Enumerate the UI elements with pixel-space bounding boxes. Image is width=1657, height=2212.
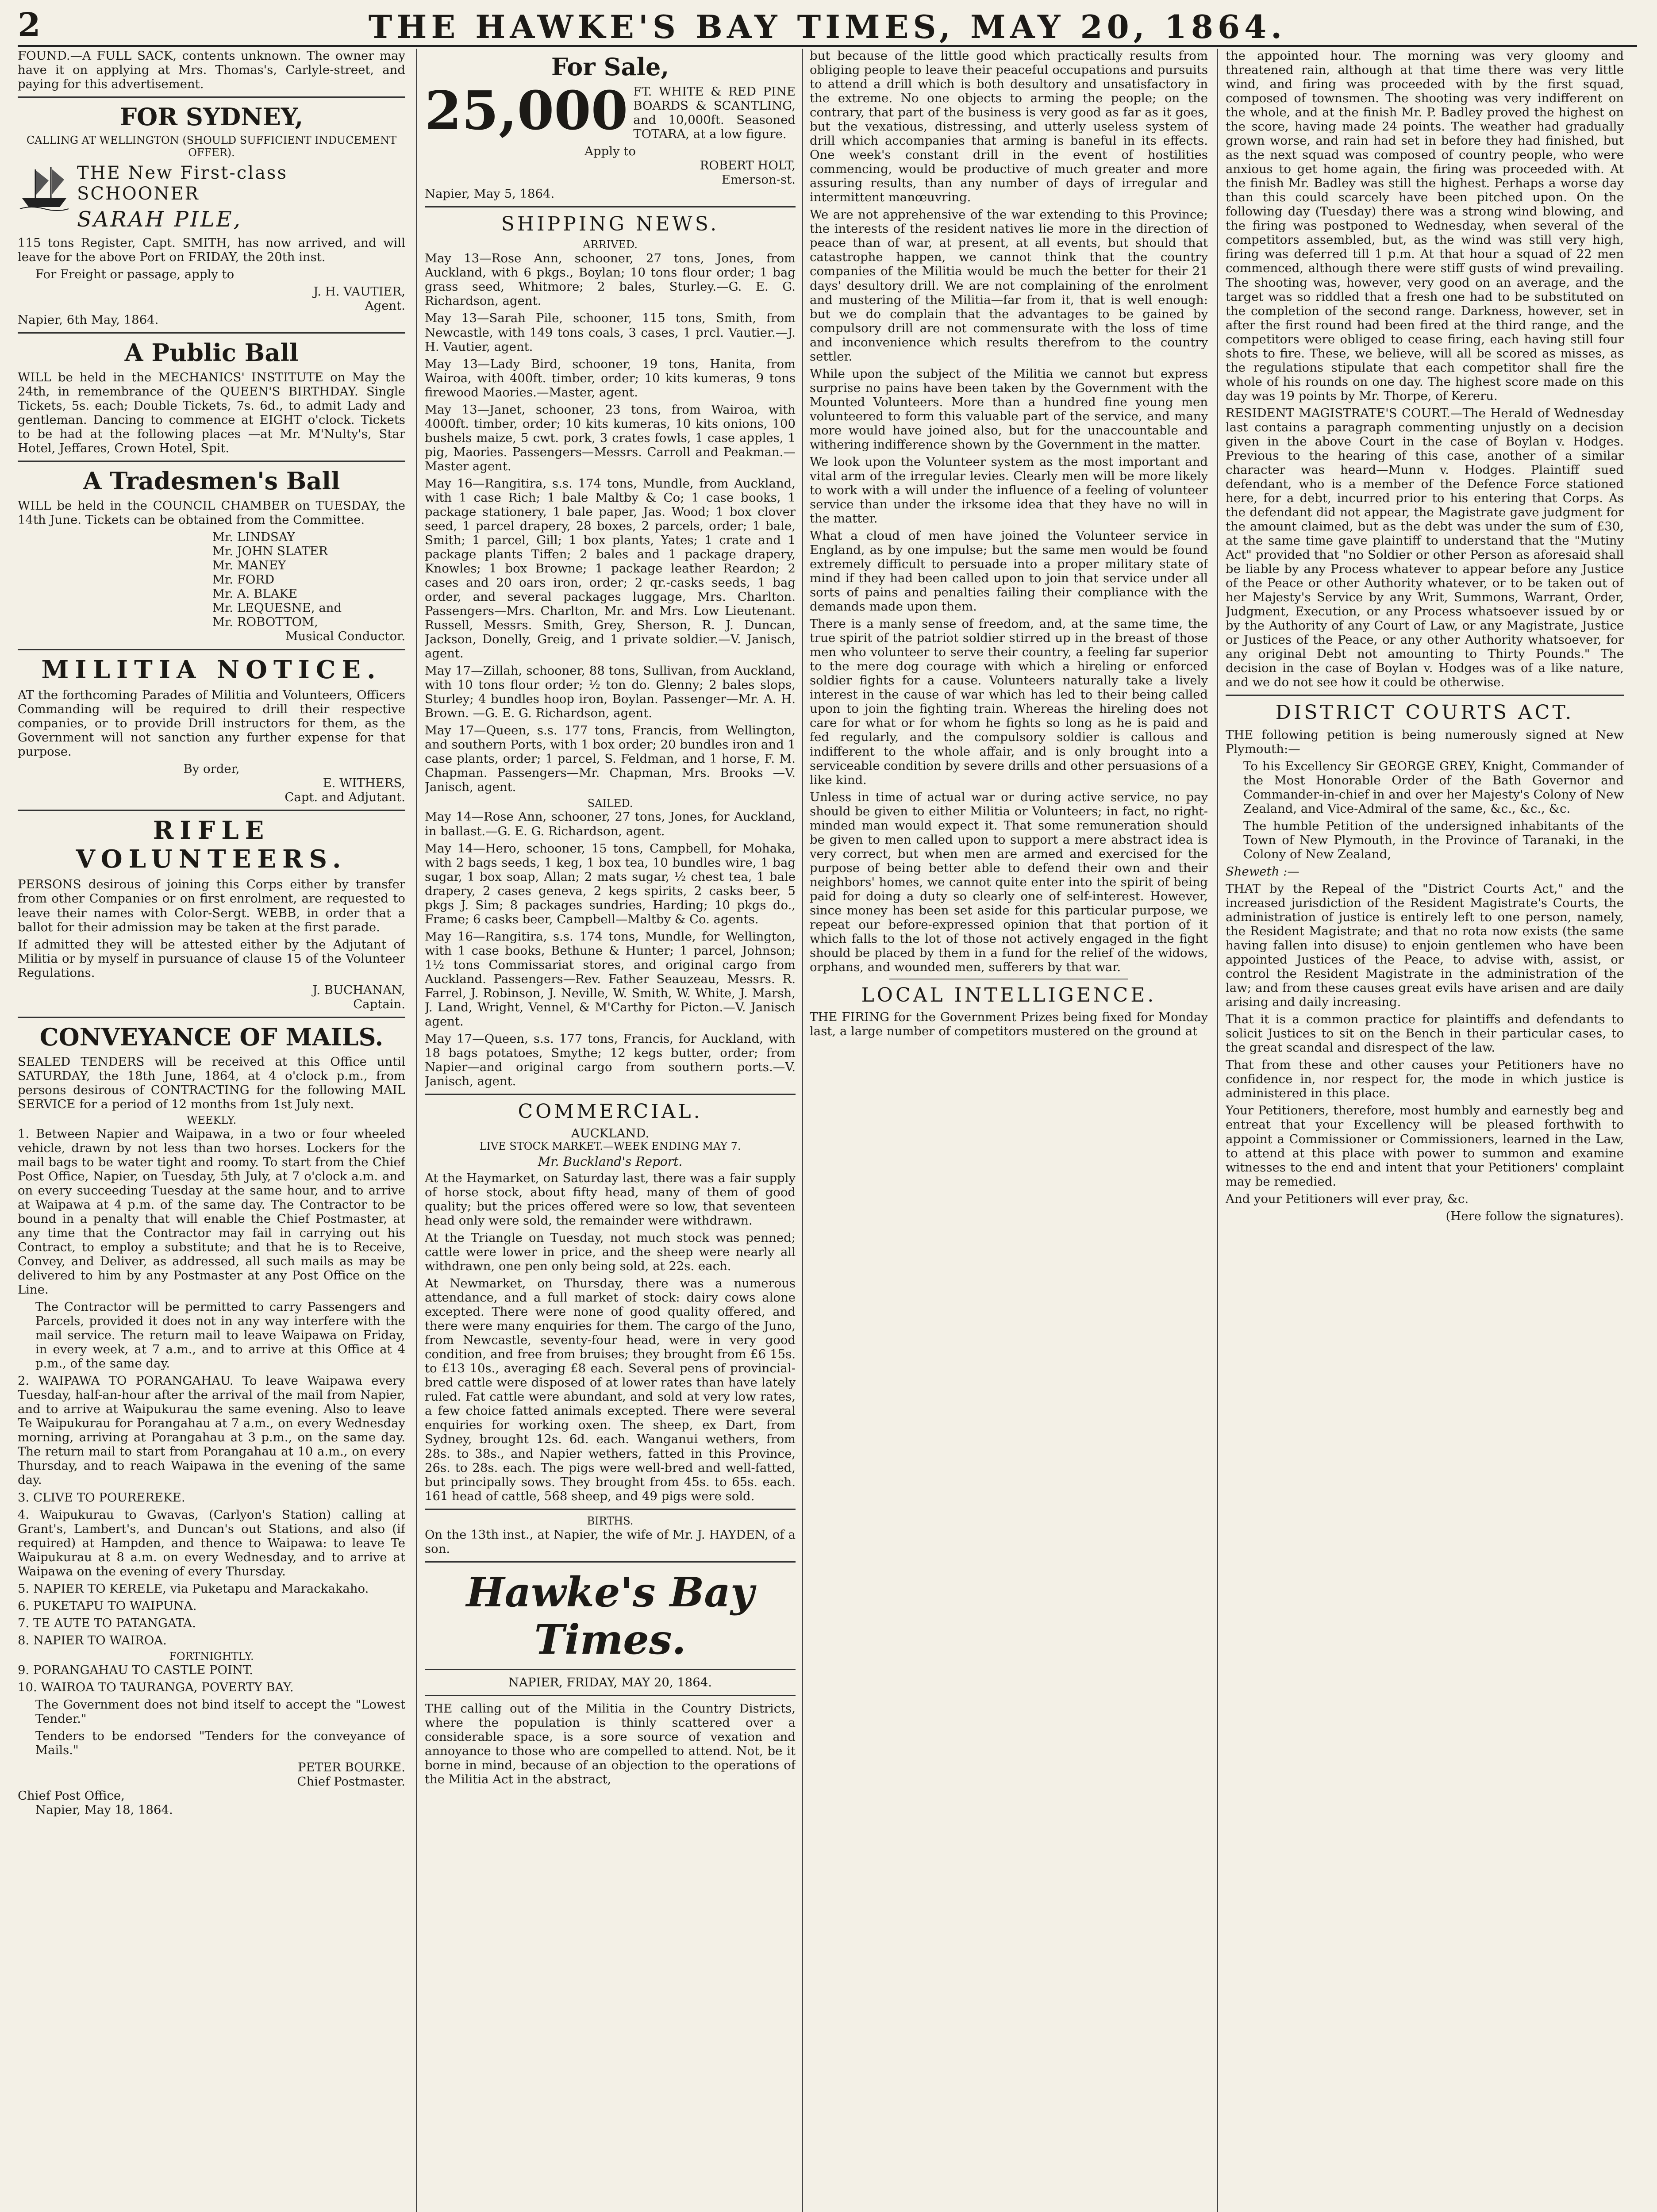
weekly-label: WEEKLY.	[186, 1114, 237, 1126]
mail-item: The Contractor will be permitted to carry Passengers and Parcels, provided it does not in any way interfere with the mail service. The return mail to leave Waipawa on Friday, in every week, at 7 a.m., and to arrive at this Office at 4 p.m., of the same day.	[35, 1300, 405, 1371]
rifle-body-1: PERSONS desirous of joining this Corps either by transfer from other Companies or on first enrolment, are requested to leave their names with Color-Sergt. WEBB, in order that a ballot for their admission may be taken at the first parade.	[18, 877, 405, 934]
ball-body: WILL be held in the MECHANICS' INSTITUTE on May the 24th, in remembrance of the QUEEN'S BIRTHDAY. Single Tickets, 5s. each; Double Tickets, 7s. 6d., to admit Lady and gentleman. Dancing to commence at EIGHT o'clock. Tickets to be had at the following places —at Mr. M'Nulty's, Star Hotel, Jeffares, Crown Hotel, Spit.	[18, 370, 405, 456]
mails-body: SEALED TENDERS will be received at this Office until SATURDAY, the 18th June, 1864, at 4 o'clock p.m., from persons desirous of CONTRACTING for the following MAIL SERVICE for a period of 12 months from 1st July next.	[18, 1054, 405, 1111]
district-para: Your Petitioners, therefore, most humbly and earnestly beg and entreat that your Excellency will be pleased forthwith to appoint a Commissioner or Commissioners, learned in the Law, to attend at this place with power to summon and examine witnesses to the end and intent that your Petitioners' complaint may be remedied.	[1226, 1103, 1624, 1189]
sydney-agent: J. H. VAUTIER,	[313, 284, 405, 299]
district-closing: (Here follow the signatures).	[1446, 1209, 1624, 1223]
arrival-entry: May 17—Queen, s.s. 177 tons, Francis, from Wellington, and southern Ports, with 1 box order; 20 bundles iron and 1 case plants, order; 1 parcel, S. Feldman, and 1 horse, F. M. Chapman. Passengers—Mr. Chapman, Mrs. Brooks —V. Janisch, agent.	[425, 723, 796, 795]
district-address: To his Excellency Sir GEORGE GREY, Knight, Commander of the Most Honorable Order of the Bath Governor and Commander-in-chief in and over her Majesty's Colony of New Zealand, and Vice-Admiral of the same, &c., &c., &c.	[1243, 759, 1624, 816]
militia-heading: MILITIA NOTICE.	[41, 655, 382, 684]
divider	[425, 1561, 796, 1563]
sydney-freight: For Freight or passage, apply to	[35, 267, 235, 282]
divider	[1226, 695, 1624, 696]
commercial-heading: COMMERCIAL.	[518, 1100, 703, 1123]
committee-member: Mr. LEQUESNE, and	[212, 601, 342, 615]
ship-intro: THE New First-class SCHOONER	[77, 162, 288, 204]
divider	[18, 332, 405, 334]
court-para: RESIDENT MAGISTRATE'S COURT.—The Herald of Wednesday last contains a paragraph commenting unjustly on a decision given in the above Court in the case of Boylan v. Hodges. Previous to the hearing of this case, another of a similar character was heard—Munn v. Hodges. Plaintiff sued defendant, who is a member of the Defence Force stationed here, for a debt, incurred prior to his entering that Corps. As the defendant did not appear, the Magistrate gave judgment for the amount claimed, but as the debt was under the sum of £30, at the same time gave plaintiff to understand that the "Mutiny Act" provided that "no Soldier or other Person as aforesaid shall be liable by any Process whatever to appear before any Justice of the Peace or other Authority whatever, or to be taken out of her Majesty's Service by any Writ, Summons, Warrant, Order, Judgment, Execution, or any Process whatsoever issued by or by the Authority of any Court of Law, or any Magistrate, Justice or Justices of the Peace, or any other Authority whatsoever, for any original Debt not amounting to Thirty Pounds." The decision in the case of Boylan v. Hodges was of a like nature, and we do not see how it could be otherwise.	[1226, 406, 1624, 690]
ship-name: SARAH PILE,	[77, 207, 242, 232]
commercial-market: LIVE STOCK MARKET.—WEEK ENDING MAY 7.	[479, 1140, 741, 1153]
shipping-heading: SHIPPING NEWS.	[501, 213, 719, 236]
mail-item: 9. PORANGAHAU TO CASTLE POINT.	[18, 1663, 254, 1677]
district-para: That it is a common practice for plaintiffs and defendants to solicit Justices to sit on the Bench in their particular cases, to the great scandal and disrespect of the law.	[1226, 1012, 1624, 1055]
dateline: NAPIER, FRIDAY, MAY 20, 1864.	[508, 1675, 712, 1690]
district-heading: DISTRICT COURTS ACT.	[1275, 701, 1574, 724]
arrival-entry: May 13—Janet, schooner, 23 tons, from Wairoa, with 4000ft. timber, order; 10 kits kumeras, 10 kits onions, 100 bushels maize, 5 cwt. pork, 3 crates fowls, 1 case apples, 1 pig, Maories. Passengers—Messrs. Carroll and Peakman.—Master agent.	[425, 402, 796, 473]
sydney-body: 115 tons Register, Capt. SMITH, has now arrived, and will leave for the above Port on FRIDAY, the 20th inst.	[18, 236, 405, 265]
committee-list	[18, 530, 405, 629]
arrival-entry: May 13—Sarah Pile, schooner, 115 tons, Smith, from Newcastle, with 149 tons coals, 3 cases, 1 prcl. Vautier.—J. H. Vautier, agent.	[425, 311, 796, 354]
rifle-body-2: If admitted they will be attested either by the Adjutant of Militia or by myself in pursuance of clause 15 of the Volunteer Regulations.	[18, 937, 405, 980]
leader-para: While upon the subject of the Militia we cannot but express surprise no pains have been taken by the Government with the Mounted Volunteers. More than a hundred fine young men volunteered to form this valuable part of the service, and many more would have joined also, but for the unaccountable and withering indifference shown by the Government in the matter.	[810, 366, 1208, 452]
militia-signer: E. WITHERS,	[323, 776, 405, 790]
rifle-heading: RIFLE VOLUNTEERS.	[76, 815, 347, 874]
rifle-signer: J. BUCHANAN,	[312, 983, 405, 997]
commercial-para: At the Haymarket, on Saturday last, there was a fair supply of horse stock, about fifty head, many of them of good quality; but the prices offered were so low, that seventeen head only were sold, the remainder were withdrawn.	[425, 1171, 796, 1228]
mails-date: Napier, May 18, 1864.	[35, 1803, 173, 1817]
divider	[18, 461, 405, 462]
ship-block	[18, 163, 405, 232]
forsale-heading: For Sale,	[551, 53, 669, 81]
committee-member: Mr. MANEY	[212, 558, 286, 573]
column-rule	[802, 49, 803, 2212]
commercial-para: At Newmarket, on Thursday, there was a numerous attendance, and a full market of stock: dairy cows alone excepted. There were none of good quality offered, and there were many enquiries for them. The cargo of the Juno, from Newcastle, seventy-four head, were in very good condition, and free from bruises; they brought from £6 15s. to £13 10s., averaging £8 each. Several pens of provincial-bred cattle were disposed of at lower rates than have lately ruled. Fat cattle were abundant, and sold at very low rates, a few choice fatted animals excepted. There were several enquiries for working oxen. The sheep, ex Dart, from Sydney, brought 12s. 6d. each. Wanganui wethers, from 28s. to 38s., and Napier wethers, fatted in this Province, 26s. to 28s. each. The pigs were well-bred and well-fatted, but principally sows. They brought from 45s. to 65s. each. 161 head of cattle, 568 sheep, and 49 pigs were sold.	[425, 1276, 796, 1503]
divider	[425, 1509, 796, 1510]
committee-member: Mr. JOHN SLATER	[212, 544, 328, 559]
sydney-agent-title: Agent.	[365, 299, 405, 313]
mail-item: 3. CLIVE TO POUREREKE.	[18, 1490, 185, 1505]
departure-entry: May 17—Queen, s.s. 177 tons, Francis, for Auckland, with 18 bags potatoes, Smythe; 12 kegs butter, order; from Napier—and original cargo from southern ports.—V. Janisch, agent.	[425, 1031, 796, 1089]
sydney-advert	[18, 103, 405, 327]
divider	[18, 810, 405, 811]
divider	[425, 1695, 796, 1696]
district-para: That from these and other causes your Petitioners have no confidence in, nor respect for, the mode in which justice is administered in this place.	[1226, 1058, 1624, 1101]
committee-member: Mr. FORD	[212, 572, 275, 587]
leader-start: THE calling out of the Militia in the Country Districts, where the population is thinly scattered over a considerable space, is a sore source of vexation and annoyance to those who are compelled to attend. Not, be it borne in mind, because of an objection to the operations of the Militia Act in the abstract,	[425, 1701, 796, 1787]
paper-nameplate: Hawke's Bay Times.	[466, 1568, 754, 1663]
mail-item: 8. NAPIER TO WAIROA.	[18, 1633, 167, 1647]
column-3	[810, 49, 1208, 2212]
arrival-entry: May 16—Rangitira, s.s. 174 tons, Mundle, from Auckland, with 1 case Rich; 1 bale Maltby & Co; 1 case books, 1 package stationery, 1 bale paper, Jas. Wood; 1 box clover seed, 1 parcel drapery, 28 boxes, 2 parcels, order; 1 bale, Smith; 1 parcel, Gill; 1 box plants, Yates; 1 crate and 1 package plants Tiffen; 2 bales and 1 package drapery, Knowles; 1 box Browne; 1 package leather Reardon; 2 cases and 20 oars iron, order; 2 qr.-casks seeds, 1 bag order, and several packages luggage, Mrs. Charlton. Passengers—Mrs. Charlton, Mr. and Mrs. Low Lieutenant. Russell, Messrs. Smith, Grey, Sherson, R. J. Duncan, Jackson, Donelly, Greig, and 1 private soldier.—V. Janisch, agent.	[425, 476, 796, 661]
mail-item: 4. Waipukurau to Gwavas, (Carlyon's Station) calling at Grant's, Lambert's, and Duncan's out Stations, and also (if required) at Hampden, and thence to Waipawa: to leave Te Waipukurau at 8 a.m. on every Wednesday, and to arrive at Waipawa on the evening of every Thursday.	[18, 1507, 405, 1578]
leader-para: Unless in time of actual war or during active service, no pay should be given to either Militia or Volunteers; in fact, no right-minded man would expect it. That some remuneration should be given to men called upon to support a mere abstract idea is very correct, but when men are armed and exercised for the purpose of being better able to defend their own and their neighbors' homes, we cannot quite enter into the spirit of being paid for doing a duty so clearly one of self-interest. However, since money has been set aside for this particular purpose, we repeat our before-expressed opinion that that portion of it which falls to the lot of those not actively engaged in the fight should be placed by them in a fund for the relief of the widows, orphans, and wounded men, sufferers by that war.	[810, 790, 1208, 974]
mail-item: 1. Between Napier and Waipawa, in a two or four wheeled vehicle, drawn by not less than two horses. Lockers for the mail bags to be water tight and roomy. To start from the Chief Post Office, Napier, on Tuesday, 5th July, at 7 o'clock a.m. and on every succeeding Tuesday at the same hour, and to arrive at Waipawa at 4 p.m. of the same day. The Contractor to be bound in a penalty that will enable the Chief Postmaster, at any time that the Contractor may fail in carrying out his Contract, to employ a substitute; and that he is to Receive, Convey, and Deliver, as addressed, all such mails as may be delivered to him by any Postmaster at any Post Office on the Line.	[18, 1126, 405, 1297]
column-4	[1226, 49, 1624, 2212]
births-heading: BIRTHS.	[587, 1514, 634, 1527]
column-2	[425, 49, 796, 2212]
forsale-addr: Emerson-st.	[721, 173, 796, 187]
forsale-block	[425, 84, 796, 144]
district-petition: The humble Petition of the undersigned inhabitants of the Town of New Plymouth, in the Province of Taranaki, in the Colony of New Zealand,	[1243, 818, 1624, 861]
militia-body: AT the forthcoming Parades of Militia and Volunteers, Officers Commanding will be required to drill their respective companies, or to provide Drill instructors for them, as the Government will not sanction any further expense for that purpose.	[18, 687, 405, 759]
mail-item: 10. WAIROA TO TAURANGA, POVERTY BAY.	[18, 1680, 294, 1694]
forsale-digits: 25,000	[425, 84, 628, 142]
mails-signer-title: Chief Postmaster.	[297, 1774, 405, 1789]
divider	[18, 96, 405, 98]
tradesmen-body: WILL be held in the COUNCIL CHAMBER on TUESDAY, the 14th June. Tickets can be obtained from the Committee.	[18, 499, 405, 527]
column-1	[18, 49, 405, 2212]
divider	[18, 1017, 405, 1018]
forsale-name: ROBERT HOLT,	[700, 158, 796, 173]
fortnightly-label: FORTNIGHTLY.	[169, 1650, 254, 1663]
local-heading: LOCAL INTELLIGENCE.	[861, 984, 1157, 1006]
mails-footer: Tenders to be endorsed "Tenders for the conveyance of Mails."	[35, 1728, 405, 1757]
district-para: And your Petitioners will ever pray, &c.	[1226, 1191, 1469, 1206]
leader-para: There is a manly sense of freedom, and, at the same time, the true spirit of the patriot soldier stirred up in the breast of those men who volunteer to serve their country, a feeling far superior to the mere dog courage with which a hireling or enforced soldier fights for a cause. Volunteers naturally take a lively interest in the cause of war which has led to their being called upon to join the fighting train. Whereas the hireling does not care for what or for whom he fights so long as he is paid and fed regularly, and the compulsory soldier is callous and indifferent to the whole affair, and is only brought into a serviceable condition by severe drills and other persuasions of a like kind.	[810, 617, 1208, 787]
mails-heading: CONVEYANCE OF MAILS.	[39, 1022, 384, 1051]
district-sheweth: Sheweth :—	[1226, 864, 1299, 879]
local-para: THE FIRING for the Government Prizes being fixed for Monday last, a large number of competitors mustered on the ground at	[810, 1010, 1208, 1039]
newspaper-title: THE HAWKE'S BAY TIMES, MAY 20, 1864.	[368, 8, 1287, 46]
arrival-entry: May 13—Rose Ann, schooner, 27 tons, Jones, from Auckland, with 6 pkgs., Boylan; 10 tons flour order; 1 bag grass seed, Whitmore; 2 bales, Sturley.—G. E. G. Richardson, agent.	[425, 251, 796, 308]
births-text: On the 13th inst., at Napier, the wife of Mr. J. HAYDEN, of a son.	[425, 1527, 796, 1556]
ship-icon	[18, 163, 71, 211]
district-intro: THE following petition is being numerously signed at New Plymouth:—	[1226, 727, 1624, 756]
page-number: 2	[18, 6, 41, 44]
divider	[18, 649, 405, 650]
committee-member: Mr. LINDSAY	[212, 530, 295, 545]
mail-item: 2. WAIPAWA TO PORANGAHAU. To leave Waipawa every Tuesday, half-an-hour after the arrival of the mail from Napier, and to arrive at Waipukurau the same evening. Also to leave Te Waipukurau for Porangahau at 7 a.m., on every Wednesday morning, arriving at Porangahau at 3 p.m., on the same day. The return mail to start from Porangahau at 10 a.m., on every Thursday, and to reach Waipawa in the evening of the same day.	[18, 1374, 405, 1487]
forsale-apply: Apply to	[584, 144, 636, 159]
sydney-sub: CALLING AT WELLINGTON (SHOULD SUFFICIENT INDUCEMENT OFFER).	[26, 134, 397, 159]
leader-para: We look upon the Volunteer system as the most important and vital arm of the irregular levies. Clearly men will be more likely to work with a will under the influence of a feeling of volunteer service than under the irksome idea that they have no will in the matter.	[810, 454, 1208, 526]
arrival-entry: May 17—Zillah, schooner, 88 tons, Sullivan, from Auckland, with 10 tons flour order; ½ ton do. Glenny; 2 bales slops, Sturley; 4 bundles hoop iron, Boylan. Passenger—Mr. A. H. Brown. —G. E. G. Richardson, agent.	[425, 664, 796, 721]
militia-by-order: By order,	[183, 761, 240, 776]
sailed-label: SAILED.	[587, 797, 633, 810]
district-para: THAT by the Repeal of the "District Courts Act," and the increased jurisdiction of the Resident Magistrate's Courts, the administration of justice is entirely left to one person, namely, the Resident Magistrate; and that no rota now exists (the same having fallen into disuse) to enjoin gentlemen who have been appointed Justices of the Peace, to advise with, assist, or control the Resident Magistrate in the administration of the law; and from these causes great evils have arisen and are daily arising and daily increasing.	[1226, 881, 1624, 1010]
sydney-date: Napier, 6th May, 1864.	[18, 313, 159, 327]
divider	[425, 1669, 796, 1670]
leader-para: but because of the little good which practically results from obliging people to leave their peaceful occupations and pursuits to attend a drill which is both desultory and unsatisfactory in the extreme. No one objects to arming the people; on the contrary, that part of the business is very good as far as it goes, but the vexatious, distressing, and utterly useless system of drill which accompanies that arming is baneful in its effects. One week's constant drill in the event of hostilities commencing, would be productive of much greater and more assuring results, than any number of days of irregular and intermittent manœuvring.	[810, 49, 1208, 205]
mails-office: Chief Post Office,	[18, 1789, 125, 1803]
mail-item: 7. TE AUTE TO PATANGATA.	[18, 1616, 196, 1630]
forsale-line: FT. WHITE & RED PINE BOARDS & SCANTLING, and 10,000ft. Seasoned TOTARA, at a low figure.	[633, 84, 796, 141]
arrival-entry: May 13—Lady Bird, schooner, 19 tons, Hanita, from Wairoa, with 400ft. timber, order; 10 kits kumeras, 9 tons firewood Maories.—Master, agent.	[425, 357, 796, 399]
militia-signer-title: Capt. and Adjutant.	[284, 790, 405, 804]
departure-entry: May 14—Rose Ann, schooner, 27 tons, Jones, for Auckland, in ballast.—G. E. G. Richardson, agent.	[425, 810, 796, 838]
arrived-label: ARRIVED.	[583, 238, 638, 251]
local-para: the appointed hour. The morning was very gloomy and threatened rain, although at that time there was very little wind, and firing was proceeded with by the first squad, composed of townsmen. The shooting was very indifferent on the whole, and at the finish Mr. P. Badley proved the highest on the score, having made 24 points. The weather had gradually grown worse, and rain had set in before they had finished, but as the next squad was composed of country people, who were anxious to get home again, the firing was proceeded with. At the finish Mr. Badley was still the highest. Perhaps a worse day than this could scarcely have been pitched upon. On the following day (Tuesday) there was a strong wind blowing, and the firing was postponed to Wednesday, when several of the competitors assembled, but, as the wind was still very high, firing was deferred till 1 p.m. At that hour a squad of 22 men commenced, although there were stiff gusts of wind prevailing. The shooting was, however, very good on an average, and the target was so riddled that a fresh one had to be substituted on the completion of the second range. Darkness, however, set in after the first round had been fired at the third range, and the competitors were obliged to cease firing, each having still four shots to fire. These, we believe, will all be scored as misses, as the regulations stipulate that each competitor shall fire the whole of his rounds on one day. The highest score made on this day was 19 points by Mr. Thorpe, of Kereru.	[1226, 49, 1624, 403]
found-advert: FOUND.—A FULL SACK, contents unknown. The owner may have it on applying at Mrs. Thomas's, Carlyle-street, and paying for this advertisement.	[18, 49, 405, 92]
departure-entry: May 16—Rangitira, s.s. 174 tons, Mundle, for Wellington, with 1 case books, Bethune & Hunter; 1 parcel, Johnson; 1½ tons Commissariat stores, and original cargo from Auckland. Passengers—Rev. Father Seauzeau, Messrs. R. Farrel, J. Robinson, J. Neville, W. Smith, W. White, J. Marsh, J. Land, Wright, Vennel, & M'Carthy for Picton.—V. Janisch agent.	[425, 929, 796, 1029]
committee-member: Mr. A. BLAKE	[212, 587, 298, 601]
departure-entry: May 14—Hero, schooner, 15 tons, Campbell, for Mohaka, with 2 bags seeds, 1 keg, 1 box tea, 10 bundles wire, 1 bag sugar, 1 box soap, Allan; 2 mats sugar, ½ chest tea, 1 bale drapery, 2 cases geneva, 2 kegs spirits, 2 casks beer, 5 pkgs J. Sim; 8 packages sundries, Harding; 10 pkgs do., Frame; 6 casks beer, Campbell—Maltby & Co. agents.	[425, 841, 796, 926]
forsale-date: Napier, May 5, 1864.	[425, 187, 555, 201]
divider	[425, 1094, 796, 1095]
commercial-para: At the Triangle on Tuesday, not much stock was penned; cattle were lower in price, and the sheep were nearly all withdrawn, one pen only being sold, at 22s. each.	[425, 1231, 796, 1274]
mails-footer: The Government does not bind itself to accept the "Lowest Tender."	[35, 1697, 405, 1726]
conductor-title: Musical Conductor.	[285, 629, 405, 644]
sydney-heading: FOR SYDNEY,	[119, 103, 304, 131]
column-rule	[1217, 49, 1218, 2212]
mail-item: 6. PUKETAPU TO WAIPUNA.	[18, 1598, 197, 1613]
leader-para: What a cloud of men have joined the Volunteer service in England, as by one impulse; but the same men would be found extremely difficult to persuade into a proper military state of mind if they had been called upon to join that service under all sorts of pains and penalties failing their compliance with the demands made upon them.	[810, 529, 1208, 614]
leader-para: We are not apprehensive of the war extending to this Province; the interests of the resident natives lie more in the direction of peace than of war, at present, at all events, but should that catastrophe happen, we cannot think that the country companies of the Militia would be much the better for their 21 days' desultory drill. We are not complaining of the enrolment and mustering of the Militia—far from it, that is well enough: but we do complain that the advantages to be gained by compulsory drill are not commensurate with the loss of time and inconvenience which results therefrom to the country settler.	[810, 207, 1208, 364]
mails-signer: PETER BOURKE.	[298, 1760, 405, 1774]
column-rule	[416, 49, 417, 2212]
committee-member: Mr. ROBOTTOM,	[212, 615, 318, 630]
rifle-signer-title: Captain.	[353, 997, 405, 1011]
ball-heading: A Public Ball	[124, 338, 299, 367]
divider	[425, 206, 796, 207]
tradesmen-heading: A Tradesmen's Ball	[83, 467, 340, 495]
commercial-report: Mr. Buckland's Report.	[538, 1154, 683, 1169]
mail-item: 5. NAPIER TO KERELE, via Puketapu and Marackakaho.	[18, 1581, 369, 1596]
commercial-place: AUCKLAND.	[571, 1126, 650, 1141]
masthead	[18, 3, 1637, 47]
